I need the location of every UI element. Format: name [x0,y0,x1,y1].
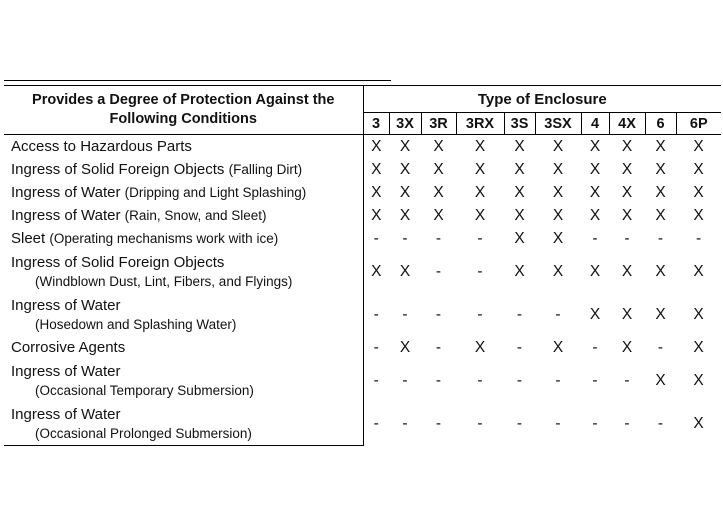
rating-cell: - [477,262,483,280]
rating-cell: X [399,262,411,280]
condition-note: (Rain, Snow, and Sleet) [124,208,267,223]
rating-cell: X [371,183,382,201]
rating-cell: - [435,371,442,389]
rating-cell: X [433,137,444,155]
type-of-enclosure-header: Type of Enclosure [363,86,721,113]
rating-cell: - [516,338,523,356]
condition-cell [4,250,363,293]
condition-cell [4,359,363,402]
rating-cell: - [402,414,408,432]
type-column-header: 3R [421,113,456,135]
rating-cell: X [552,206,564,224]
rating-cell: X [371,160,382,178]
rating-cell: X [474,206,486,224]
rating-cell: X [693,160,704,178]
rating-cell: - [435,305,442,323]
condition-label: Ingress of Solid Foreign Objects [11,161,225,178]
rating-cell: - [373,338,379,356]
rating-cell: X [589,305,601,323]
rating-cell: X [399,206,411,224]
condition-cell [4,204,363,227]
condition-label: Ingress of Water [11,362,121,380]
table-row [4,181,721,204]
rating-cell: X [693,183,704,201]
rating-cell: X [589,262,601,280]
rating-cell: X [371,262,382,280]
rating-cell: X [371,206,382,224]
condition-note: (Falling Dirt) [228,162,303,177]
rating-cell: - [657,338,664,356]
table-row [4,402,721,446]
rating-cell: - [402,229,408,247]
table-row [4,135,721,159]
enclosure-protection-table [4,85,721,446]
rating-cell: X [621,206,633,224]
condition-note: (Occasional Temporary Submersion) [35,382,254,398]
condition-cell [4,158,363,181]
rating-cell: X [552,160,564,178]
rating-cell: - [592,229,598,247]
condition-note: (Hosedown and Splashing Water) [35,316,237,332]
rating-cell: X [693,206,704,224]
condition-label: Access to Hazardous Parts [11,138,192,155]
rating-cell: - [657,414,664,432]
rating-cell: X [693,137,704,155]
condition-label: Ingress of Water [11,184,121,201]
table-row [4,250,721,293]
rating-cell: - [477,305,483,323]
rating-cell: - [516,371,523,389]
type-column-header: 3RX [456,113,504,135]
type-column-header: 6 [645,113,676,135]
rating-cell: - [624,229,630,247]
rating-cell: X [514,137,525,155]
rating-cell: X [693,414,704,432]
rating-cell: X [514,206,525,224]
rating-cell: - [373,305,379,323]
table-row [4,227,721,250]
rating-cell: X [655,305,666,323]
rating-cell: X [552,262,564,280]
rating-cell: X [474,160,486,178]
conditions-header: Provides a Degree of Protection Against the Following Conditions [4,86,363,135]
rating-cell: - [402,371,408,389]
condition-cell [4,336,363,359]
type-column-header: 4X [609,113,645,135]
rating-cell: - [435,229,442,247]
rating-cell: - [373,229,379,247]
type-column-header: 4 [581,113,609,135]
type-column-header: 3SX [535,113,581,135]
condition-note: (Windblown Dust, Lint, Fibers, and Flyings) [35,273,293,289]
rating-cell: X [655,206,666,224]
rating-cell: - [695,229,702,247]
rating-cell: X [693,305,704,323]
condition-cell [4,227,363,250]
rating-cell: - [477,229,483,247]
condition-label: Corrosive Agents [11,339,126,356]
rating-cell: X [399,137,411,155]
rating-cell: X [433,206,444,224]
rating-cell: X [693,338,704,356]
rating-cell: - [435,262,442,280]
condition-note: (Dripping and Light Splashing) [124,185,307,200]
rating-cell: X [514,183,525,201]
top-rule [4,80,391,81]
rating-cell: X [655,183,666,201]
rating-cell: - [373,414,379,432]
rating-cell: X [474,137,486,155]
rating-cell: X [399,338,411,356]
rating-cell: - [657,229,664,247]
rating-cell: X [655,137,666,155]
rating-cell: - [592,371,598,389]
rating-cell: X [552,183,564,201]
table-row [4,204,721,227]
table-row [4,158,721,181]
rating-cell: X [474,338,486,356]
rating-cell: X [589,137,601,155]
rating-cell: X [552,137,564,155]
rating-cell: X [589,206,601,224]
rating-cell: X [474,183,486,201]
rating-cell: - [555,305,561,323]
rating-cell: X [621,183,633,201]
rating-cell: X [433,183,444,201]
rating-cell: X [621,160,633,178]
rating-cell: X [399,183,411,201]
rating-cell: X [621,338,633,356]
rating-cell: X [371,137,382,155]
rating-cell: - [477,371,483,389]
rating-cell: X [514,229,525,247]
rating-cell: - [435,338,442,356]
rating-cell: - [516,305,523,323]
rating-cell: - [435,414,442,432]
rating-cell: - [555,414,561,432]
condition-label: Ingress of Water [11,207,121,224]
condition-label: Ingress of Water [11,405,121,423]
rating-cell: - [373,371,379,389]
condition-label: Ingress of Solid Foreign Objects [11,253,225,271]
rating-cell: X [552,229,564,247]
rating-cell: X [399,160,411,178]
condition-label: Ingress of Water [11,296,121,314]
rating-cell: - [555,371,561,389]
table-row [4,359,721,402]
rating-cell: X [621,262,633,280]
condition-cell [4,135,363,159]
condition-cell [4,402,363,446]
rating-cell: X [589,160,601,178]
rating-cell: X [655,371,666,389]
rating-cell: X [693,262,704,280]
type-column-header: 3S [504,113,535,135]
condition-note: (Operating mechanisms work with ice) [49,231,279,246]
condition-cell [4,181,363,204]
type-column-header: 3 [363,113,389,135]
rating-cell: X [655,160,666,178]
rating-cell: - [402,305,408,323]
table-row [4,336,721,359]
type-column-header: 6P [676,113,721,135]
rating-cell: - [477,414,483,432]
rating-cell: - [624,371,630,389]
rating-cell: X [693,371,704,389]
rating-cell: X [589,183,601,201]
rating-cell: X [514,160,525,178]
rating-cell: X [433,160,444,178]
rating-cell: - [624,414,630,432]
condition-note: (Occasional Prolonged Submersion) [35,425,252,441]
condition-cell [4,293,363,336]
table-row [4,293,721,336]
rating-cell: X [621,305,633,323]
rating-cell: - [592,414,598,432]
rating-cell: X [621,137,633,155]
rating-cell: - [592,338,598,356]
rating-cell: X [514,262,525,280]
table-body [4,135,721,446]
type-column-header: 3X [389,113,421,135]
condition-label: Sleet [11,230,46,247]
rating-cell: - [516,414,523,432]
rating-cell: X [655,262,666,280]
rating-cell: X [552,338,564,356]
